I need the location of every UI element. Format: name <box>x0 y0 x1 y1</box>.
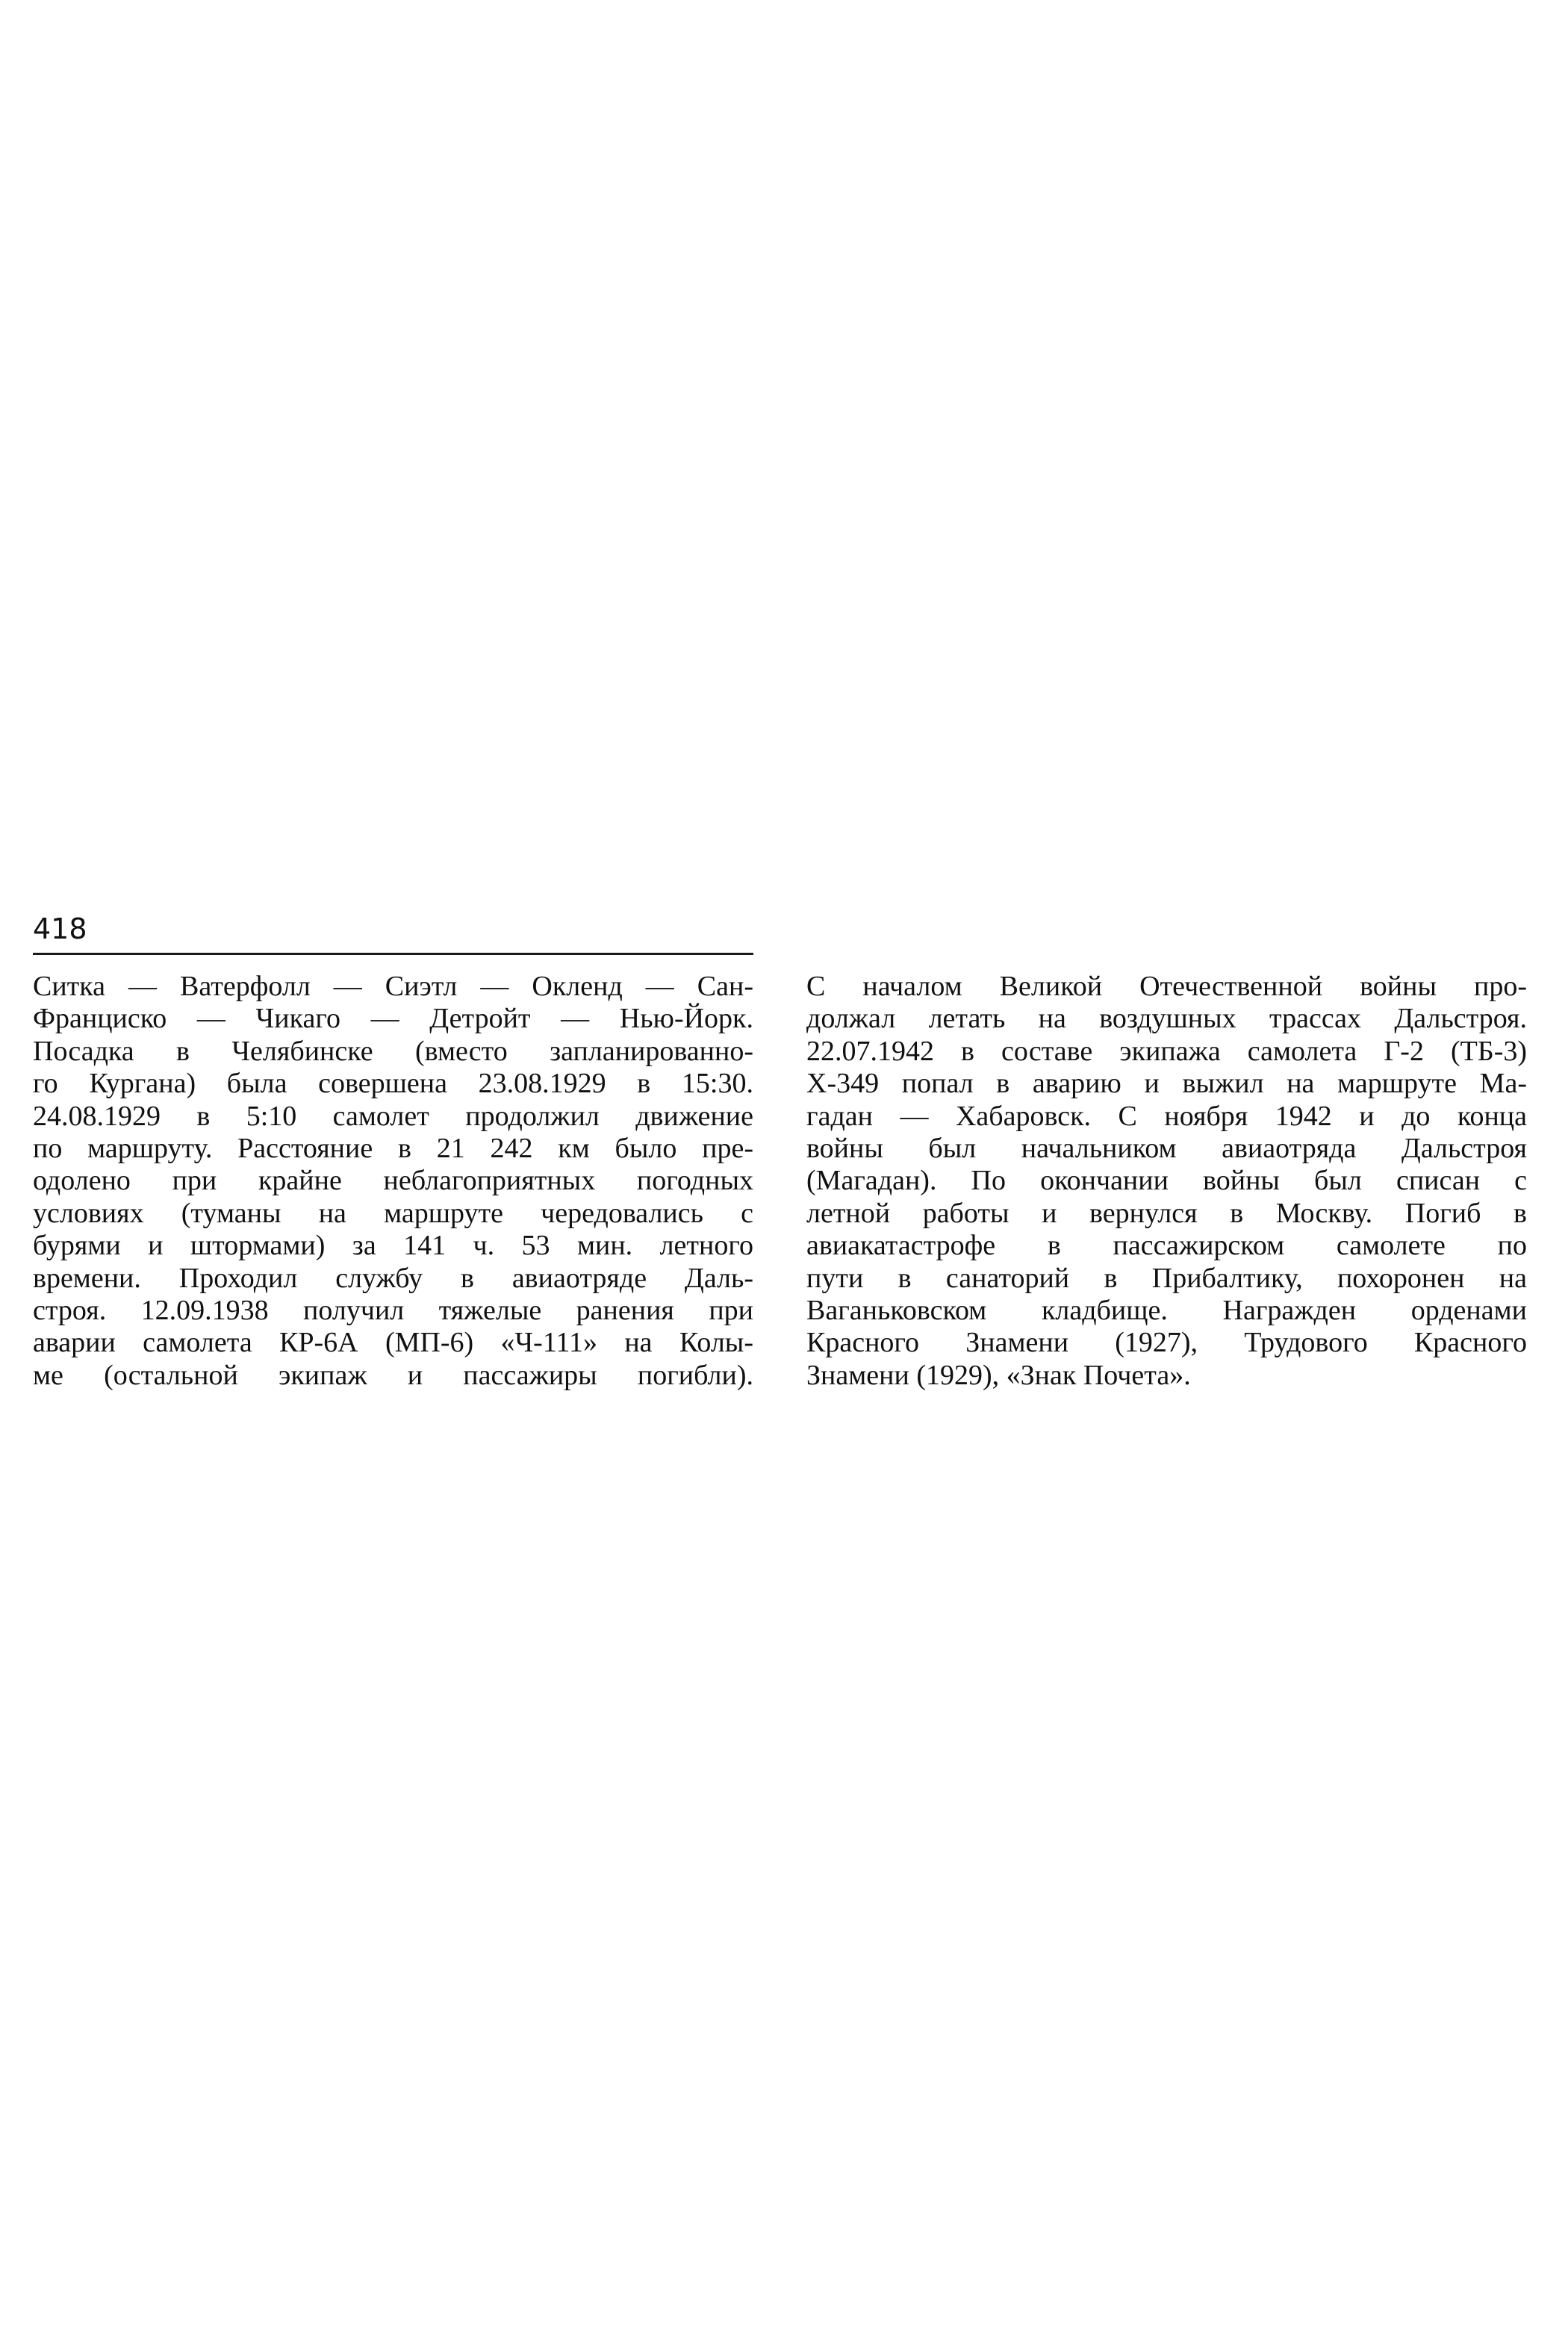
text-column-right <box>806 971 1527 1392</box>
text-line: должал летать на воздушных трассах Дальстроя. <box>806 1003 1527 1035</box>
text-line: бурями и штормами) за 141 ч. 53 мин. летного <box>33 1230 753 1262</box>
header-rule <box>33 953 753 955</box>
text-line: Ваганьковском кладбище. Награжден орденами <box>806 1295 1527 1327</box>
text-line: времени. Проходил службу в авиаотряде Даль- <box>33 1262 753 1294</box>
text-line: одолено при крайне неблагоприятных погодных <box>33 1165 753 1197</box>
text-line: по маршруту. Расстояние в 21 242 км было пре- <box>33 1133 753 1165</box>
text-column-left <box>33 971 753 1392</box>
text-line: (Магадан). По окончании войны был списан с <box>806 1165 1527 1197</box>
text-line: летной работы и вернулся в Москву. Погиб в <box>806 1197 1527 1229</box>
text-line: 24.08.1929 в 5:10 самолет продолжил движение <box>33 1100 753 1132</box>
text-line: го Кургана) была совершена 23.08.1929 в 15:30. <box>33 1068 753 1100</box>
text-line: ме (остальной экипаж и пассажиры погибли). <box>33 1359 753 1391</box>
text-line: строя. 12.09.1938 получил тяжелые ранения при <box>33 1295 753 1327</box>
text-line: С началом Великой Отечественной войны про- <box>806 971 1527 1002</box>
text-line: Знамени (1929), «Знак Почета». <box>806 1359 1191 1391</box>
text-line: условиях (туманы на маршруте чередовались с <box>33 1197 753 1229</box>
text-line: авиакатастрофе в пассажирском самолете по <box>806 1230 1527 1262</box>
text-line: Посадка в Челябинске (вместо запланированно- <box>33 1035 753 1067</box>
text-line: 22.07.1942 в составе экипажа самолета Г-2 (ТБ-3) <box>806 1035 1527 1067</box>
text-line: пути в санаторий в Прибалтику, похоронен на <box>806 1262 1527 1294</box>
text-line: аварии самолета КР-6А (МП-6) «Ч-111» на Колы- <box>33 1327 753 1359</box>
text-line: Х-349 попал в аварию и выжил на маршруте Ма- <box>806 1068 1527 1100</box>
page-number: 418 <box>33 912 87 945</box>
text-line: Франциско — Чикаго — Детройт — Нью-Йорк. <box>33 1003 753 1035</box>
text-line: войны был начальником авиаотряда Дальстроя <box>806 1133 1527 1165</box>
text-line: Красного Знамени (1927), Трудового Красного <box>806 1327 1527 1359</box>
text-line: гадан — Хабаровск. С ноября 1942 и до конца <box>806 1100 1527 1132</box>
text-line: Ситка — Ватерфолл — Сиэтл — Окленд — Сан- <box>33 971 753 1002</box>
